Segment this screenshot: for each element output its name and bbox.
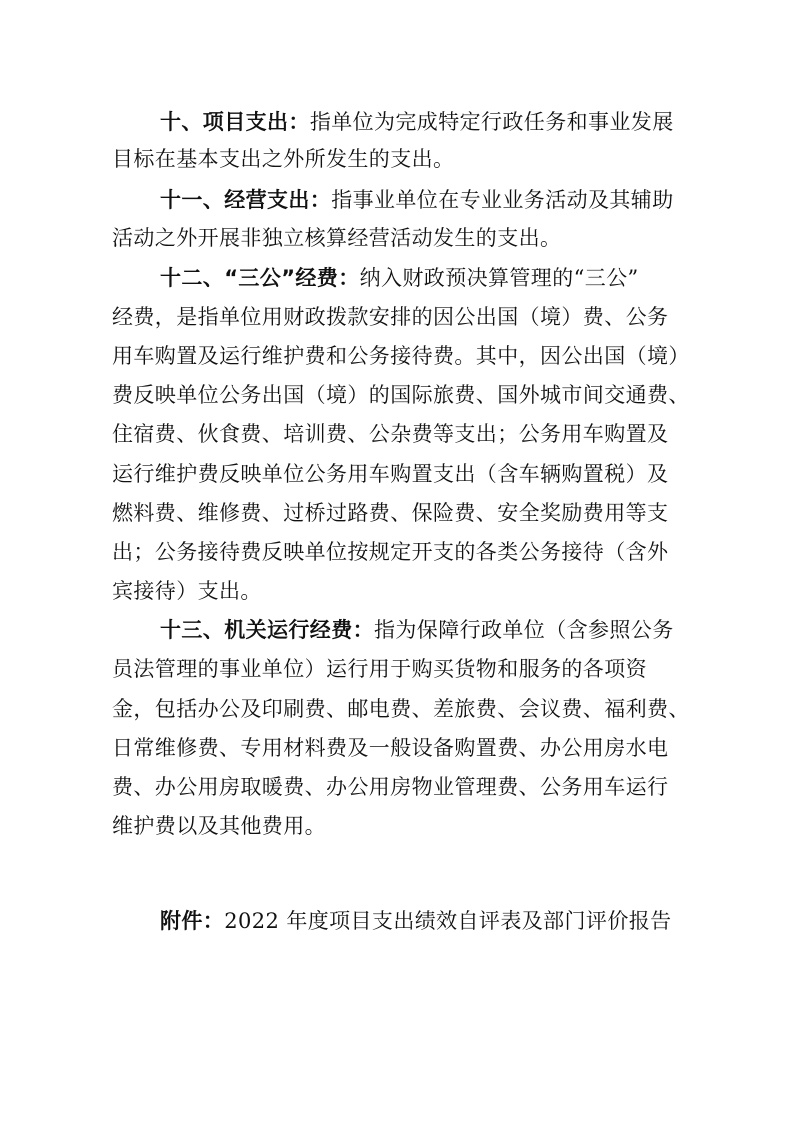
paragraph-11-line-2: 活动之外开展非独立核算经营活动发生的支出。 bbox=[112, 226, 562, 250]
paragraph-12-line-2: 经费，是指单位用财政拨款安排的因公出国（境）费、公务 bbox=[112, 305, 669, 329]
paragraph-13-line-4: 日常维修费、专用材料费及一般设备购置费、办公用房水电 bbox=[112, 736, 669, 760]
paragraph-10-heading: 十、项目支出： bbox=[160, 110, 310, 134]
paragraph-11-line-1 bbox=[160, 190, 674, 211]
attachment-line bbox=[160, 911, 672, 932]
paragraph-12-line-7: 燃料费、维修费、过桥过路费、保险费、安全奖励费用等支 bbox=[112, 501, 669, 525]
paragraph-11-text: 指事业单位在专业业务活动及其辅助 bbox=[331, 188, 674, 212]
paragraph-10-line-1 bbox=[160, 112, 674, 133]
paragraph-12-line-6: 运行维护费反映单位公务用车购置支出（含车辆购置税）及 bbox=[112, 462, 669, 486]
paragraph-13-text: 指为保障行政单位（含参照公务 bbox=[374, 618, 674, 642]
paragraph-12-line-1 bbox=[160, 268, 639, 289]
paragraph-12-line-9: 宾接待）支出。 bbox=[112, 579, 262, 603]
paragraph-13-line-3: 金，包括办公及印刷费、邮电费、差旅费、会议费、福利费、 bbox=[112, 697, 690, 721]
paragraph-10-text: 指单位为完成特定行政任务和事业发展 bbox=[309, 110, 674, 134]
paragraph-13-line-1 bbox=[160, 620, 674, 641]
paragraph-12-line-8: 出；公务接待费反映单位按规定开支的各类公务接待（含外 bbox=[112, 540, 669, 564]
paragraph-12-heading: 十二、“三公”经费： bbox=[160, 266, 360, 290]
paragraph-12-line-4: 费反映单位公务出国（境）的国际旅费、国外城市间交通费、 bbox=[112, 383, 690, 407]
paragraph-12-text: 纳入财政预决算管理的“三公” bbox=[359, 266, 639, 290]
paragraph-12-line-5: 住宿费、伙食费、培训费、公杂费等支出；公务用车购置及 bbox=[112, 422, 669, 446]
paragraph-13-line-5: 费、办公用房取暖费、办公用房物业管理费、公务用车运行 bbox=[112, 775, 669, 799]
paragraph-13-heading: 十三、机关运行经费： bbox=[160, 618, 374, 642]
attachment-label: 附件： bbox=[160, 909, 225, 933]
paragraph-12-line-3: 用车购置及运行维护费和公务接待费。其中，因公出国（境） bbox=[112, 344, 690, 368]
paragraph-13-line-6: 维护费以及其他费用。 bbox=[112, 814, 326, 838]
paragraph-13-line-2: 员法管理的事业单位）运行用于购买货物和服务的各项资 bbox=[112, 657, 647, 681]
attachment-text: 2022 年度项目支出绩效自评表及部门评价报告 bbox=[224, 909, 672, 933]
paragraph-11-heading: 十一、经营支出： bbox=[160, 188, 332, 212]
paragraph-10-line-2: 目标在基本支出之外所发生的支出。 bbox=[112, 147, 455, 171]
